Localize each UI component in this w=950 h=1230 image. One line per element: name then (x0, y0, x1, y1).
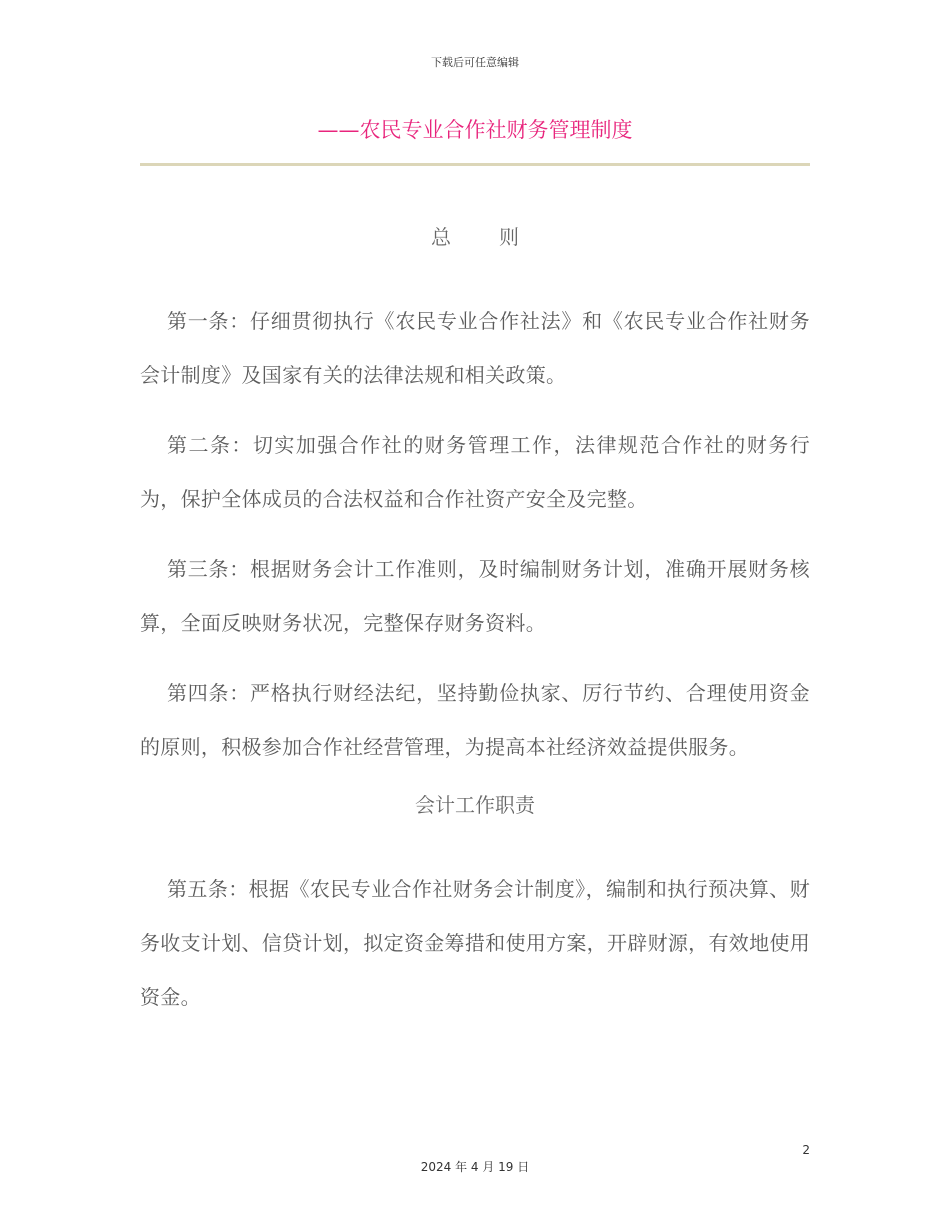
title-divider (140, 163, 810, 166)
article-5: 第五条：根据《农民专业合作社财务会计制度》，编制和执行预决算、财务收支计划、信贷计划，拟定资金筹措和使用方案，开辟财源，有效地使用资金。 (140, 877, 810, 1009)
footer-date: 2024 年 4 月 19 日 (420, 1160, 530, 1174)
article-4: 第四条：严格执行财经法纪，坚持勤俭执家、厉行节约、合理使用资金的原则，积极参加合作社经营管理，为提高本社经济效益提供服务。 (140, 681, 810, 759)
document-title: ——农民专业合作社财务管理制度 (317, 118, 633, 142)
header-note: 下载后可任意编辑 (431, 56, 519, 69)
page-number: 2 (802, 1143, 810, 1157)
article-3: 第三条：根据财务会计工作准则，及时编制财务计划，准确开展财务核算，全面反映财务状况，完整保存财务资料。 (140, 557, 810, 635)
article-1: 第一条：仔细贯彻执行《农民专业合作社法》和《农民专业合作社财务会计制度》及国家有关的法律法规和相关政策。 (140, 309, 810, 387)
section-heading-accounting-duties: 会计工作职责 (415, 793, 535, 817)
section-heading-general: 总 则 (431, 225, 533, 249)
document-body (140, 222, 810, 1024)
article-2: 第二条：切实加强合作社的财务管理工作，法律规范合作社的财务行为，保护全体成员的合法权益和合作社资产安全及完整。 (140, 433, 810, 511)
